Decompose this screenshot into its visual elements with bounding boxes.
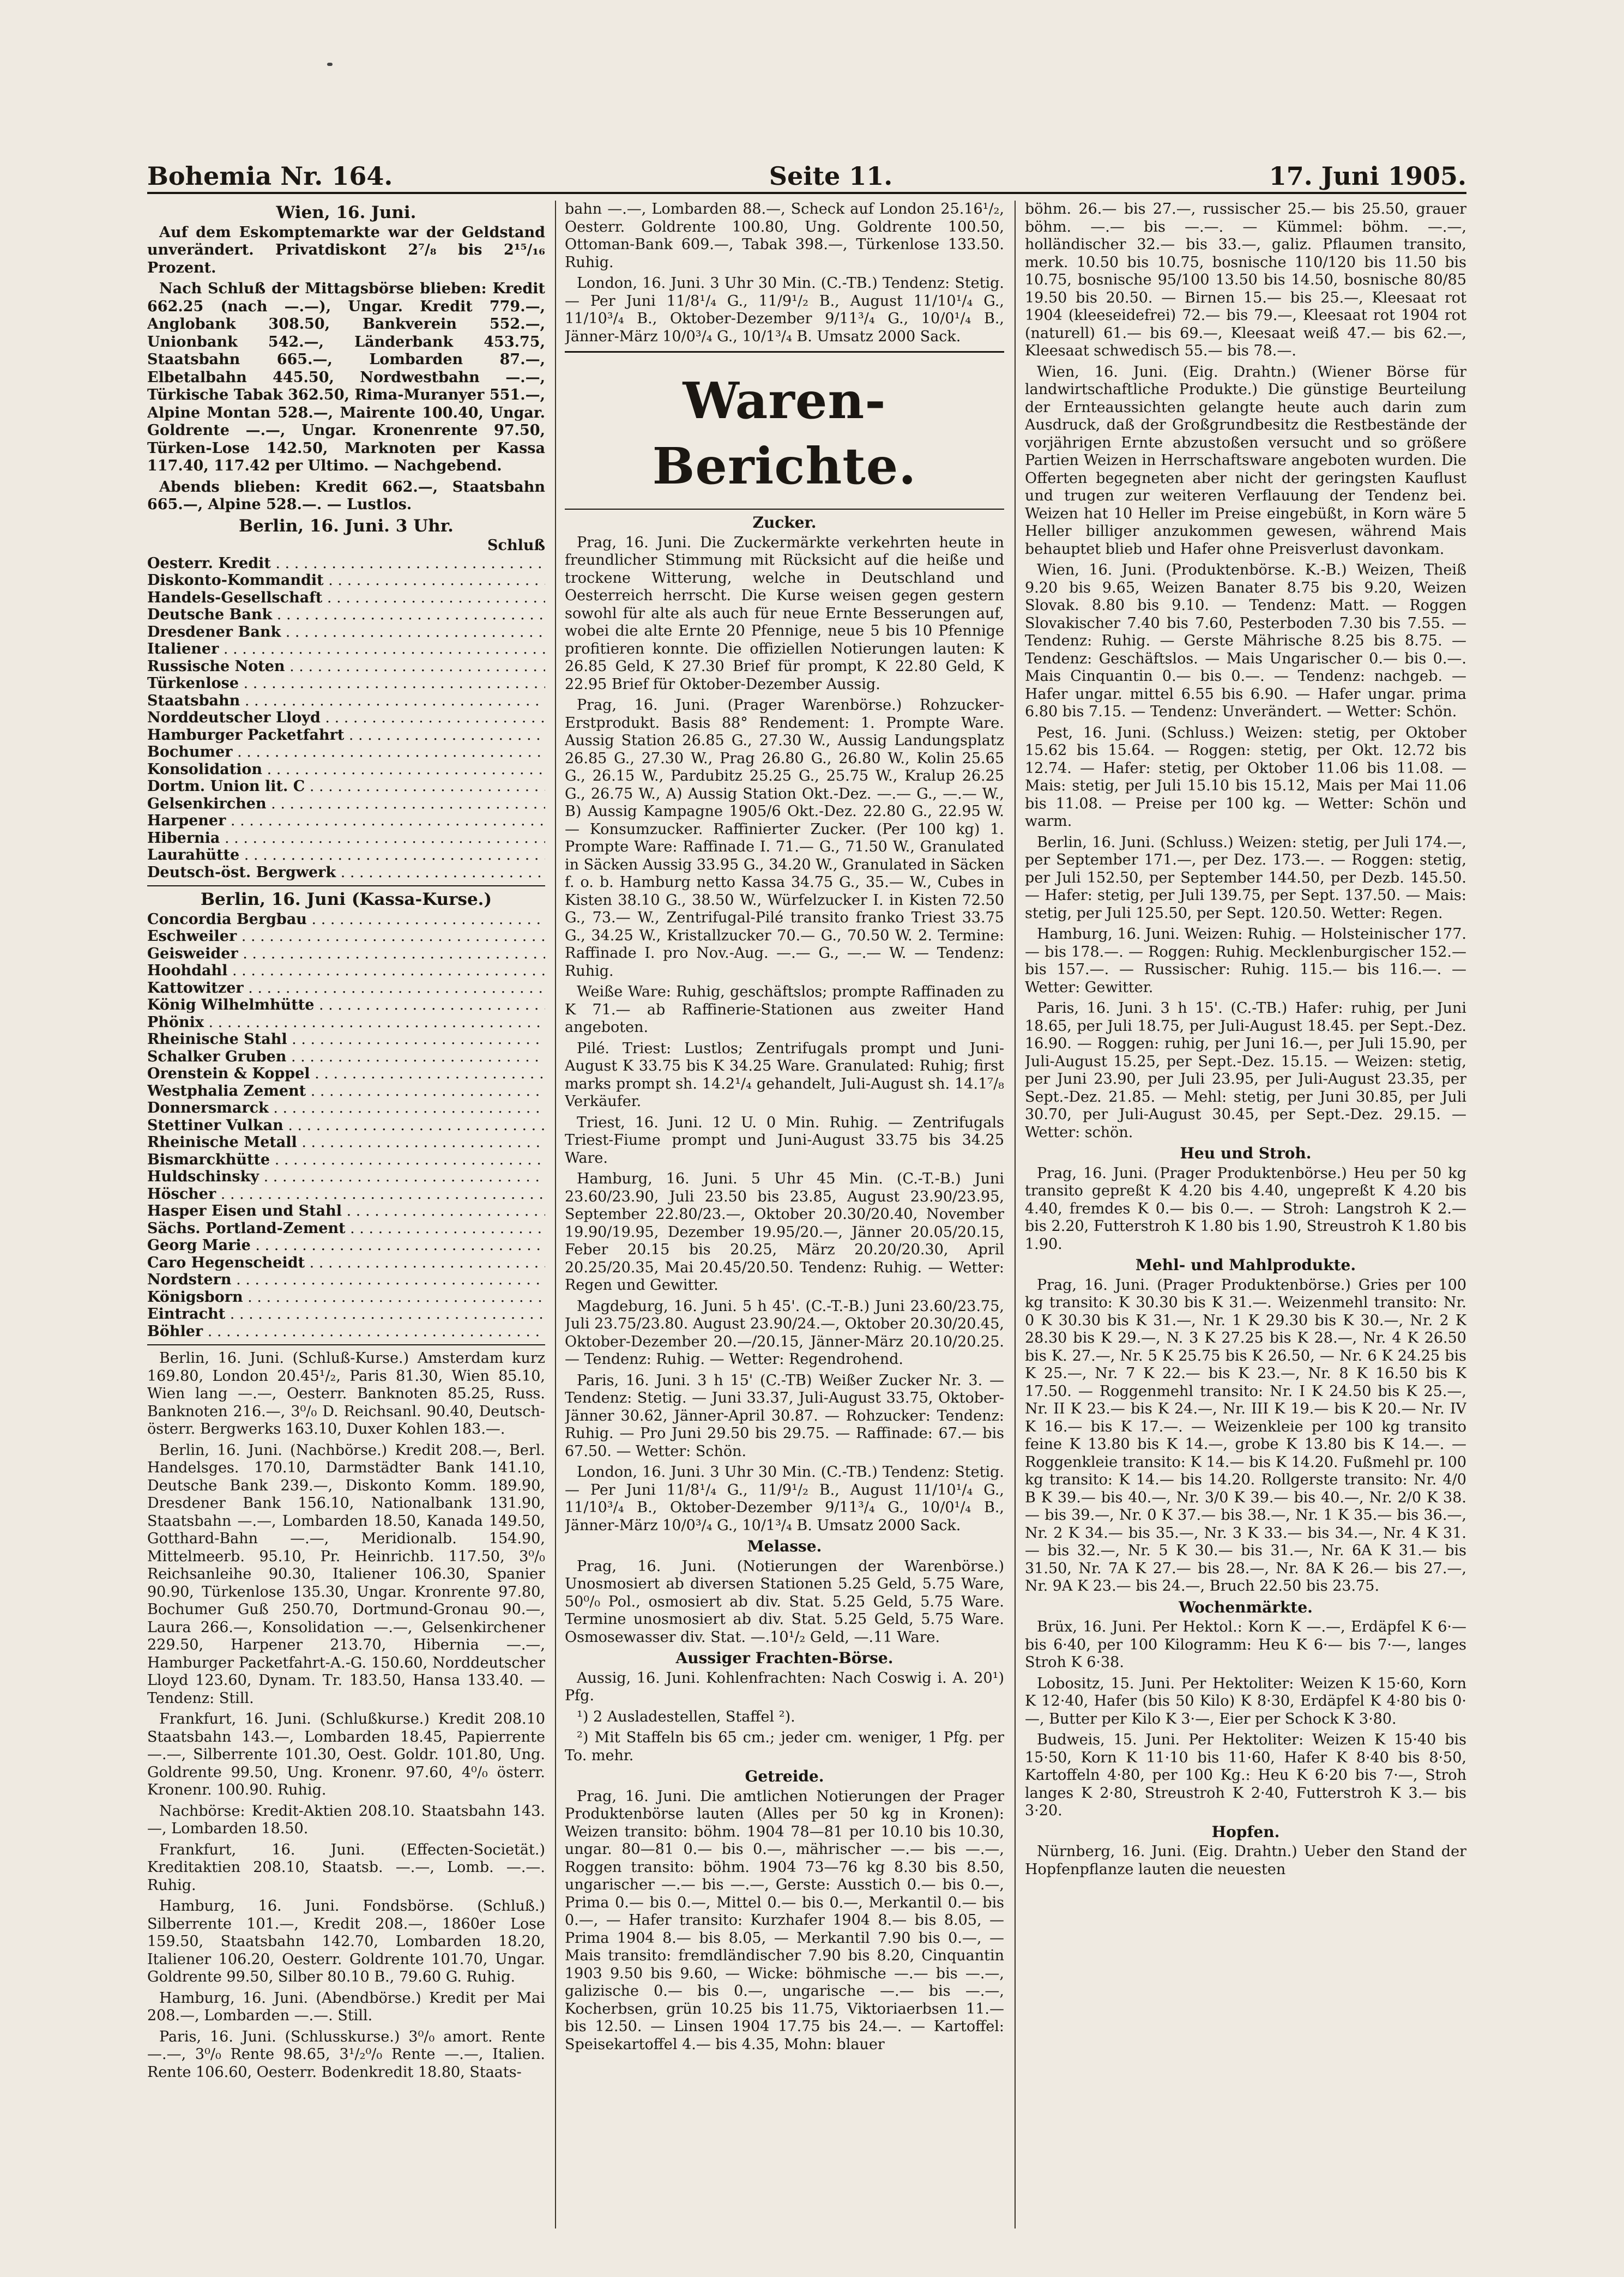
quote-row bbox=[147, 1134, 545, 1151]
header-date: 17. Juni 1905. bbox=[1269, 161, 1466, 191]
quote-row bbox=[147, 1117, 545, 1134]
paragraph-frachten: Aussig, 16. Juni. Kohlenfrachten: Nach Coswig i. A. 20¹) Pfg. bbox=[565, 1669, 1004, 1704]
paragraph-berlin-nachboerse: Berlin, 16. Juni. (Nachbörse.) Kredit 208.—, Berl. Handelsges. 170.10, Darmstädter Bank 141.10, Deutsche Bank 239.—, Diskonto Komm. 189.90, Dresdener Bank 156.10, Nationalbank 131.90, Staatsbahn —.—, Lombarden 18.50, Kanada 149.50, Gotthard-Bahn —.—, Meridionalb. 154.90, Mittelmeerb. 95.10, Pr. Heinrichb. 117.50, 3⁰/₀ Reichsanleihe 90.30, Italiener 106.30, Spanier 90.90, Türkenlose 135.30, Ungar. Kronrente 97.80, Bochumer Guß 250.70, Dortmund-Gronau 90.—, Laura 266.—, Konsolidation —.—, Gelsenkirchener 229.50, Harpener 213.70, Hibernia —.—, Hamburger Packetfahrt-A.-G. 150.60, Norddeutscher Lloyd 123.60, Dynam. Tr. 183.50, Hansa 133.40. — Tendenz: Still. bbox=[147, 1441, 545, 1707]
quote-row bbox=[147, 778, 545, 795]
quote-name: Oesterr. Kredit . . . bbox=[147, 555, 545, 572]
quote-name: Laurahütte . . . bbox=[147, 847, 545, 864]
paragraph-wien-abends: Abends blieben: Kredit 662.—, Staatsbahn 665.—, Alpine 528.—. — Lustlos. bbox=[147, 478, 545, 513]
header-page-number: Seite 11. bbox=[769, 161, 893, 191]
quote-row bbox=[147, 980, 545, 997]
paragraph-paris-schluss: Paris, 16. Juni. (Schlusskurse.) 3⁰/₀ amort. Rente —.—, 3⁰/₀ Rente 98.65, 3¹/₂⁰/₀ Rente —.—, Italien. Rente 106.60, Oesterr. Bodenkredit 18.80, Staats- bbox=[147, 2028, 545, 2081]
quote-row bbox=[147, 1100, 545, 1117]
page-header bbox=[147, 153, 1466, 191]
page-title-waren-berichte: Waren-Berichte. bbox=[652, 371, 917, 496]
paragraph-melasse: Prag, 16. Juni. (Notierungen der Warenbörse.) Unosmosiert ab diversen Stationen 5.25 Geld, 5.75 Ware, 50⁰/₀ Pol., osmosiert ab div. Stat. 5.25 Geld, 5.75 Ware. Termine unosmosiert ab div. Stat. 5.25 Geld, 5.75 Ware. Osmosewasser div. Stat. —.10¹/₂ Geld, —.11 Ware. bbox=[565, 1557, 1004, 1646]
paragraph-berlin-getreide: Berlin, 16. Juni. (Schluss.) Weizen: stetig, per Juli 174.—, per September 171.—, per Dez. 173.—. — Roggen: stetig, per Juli 152.50, per September 144.50, per Dezb. 145.50. — Hafer: stetig, per Juli 139.75, per Sept. 137.50. — Mais: stetig, per Juli 125.50, per Sept. 120.50. Wetter: Regen. bbox=[1025, 834, 1466, 922]
paragraph-paris-zucker: Paris, 16. Juni. 3 h 15' (C.-TB) Weißer Zucker Nr. 3. — Tendenz: Stetig. — Juni 33.37, Juli-August 33.75, Oktober-Jänner 30.62, Jänner-April 30.87. — Rohzucker: Tendenz: Ruhig. — Pro Juni 29.50 bis 29.75. — Raffinade: 67.— bis 67.50. — Wetter: Schön. bbox=[565, 1372, 1004, 1460]
column-right bbox=[1025, 201, 1466, 2239]
section-heading-heu: Heu und Stroh. bbox=[1180, 1144, 1312, 1162]
quote-row bbox=[147, 606, 545, 624]
paragraph-triest: Triest, 16. Juni. 12 U. 0 Min. Ruhig. — Zentrifugals Triest-Fiume prompt und Juni-August 33.75 bis 34.25 Ware. bbox=[565, 1114, 1004, 1167]
quote-name: Diskonto-Kommandit . . . bbox=[147, 572, 545, 589]
quote-row bbox=[147, 864, 545, 881]
quote-name: Donnersmarck . . . bbox=[147, 1100, 545, 1117]
quote-name: Höscher . . . bbox=[147, 1186, 545, 1203]
section-heading-zucker: Zucker. bbox=[752, 514, 817, 531]
quote-row bbox=[147, 555, 545, 572]
quote-row bbox=[147, 1271, 545, 1289]
quote-name: Eintracht . . . bbox=[147, 1306, 545, 1323]
paragraph-pest: Pest, 16. Juni. (Schluss.) Weizen: stetig, per Oktober 15.62 bis 15.64. — Roggen: stetig, per Okt. 12.72 bis 12.74. — Hafer: stetig, per Oktober 11.06 bis 11.08. — Mais: stetig, per Juli 15.10 bis 15.12, Mais per Mai 11.06 bis 11.08. — Preise per 100 kg. — Wetter: Schön und warm. bbox=[1025, 724, 1466, 830]
section-heading-wien: Wien, 16. Juni. bbox=[276, 203, 416, 222]
column-divider-1 bbox=[555, 201, 556, 2228]
footnote-1: ¹) 2 Ausladestellen, Staffel ²). bbox=[577, 1708, 795, 1725]
quote-row bbox=[147, 744, 545, 761]
quote-row bbox=[147, 928, 545, 945]
quote-name: Gelsenkirchen . . . bbox=[147, 795, 545, 813]
paragraph-hopfen: Nürnberg, 16. Juni. (Eig. Drahtn.) Ueber den Stand der Hopfenpflanze lauten die neuesten bbox=[1025, 1843, 1466, 1878]
quote-name: Böhler . . . bbox=[147, 1323, 545, 1340]
ink-speck bbox=[327, 63, 333, 66]
paragraph-getreide: Prag, 16. Juni. Die amtlichen Notierungen der Prager Produktenbörse lauten (Alles per 50 kg in Kronen): Weizen transito: böhm. 1904 78—81 per 10.10 bis 10.30, ungar. 80—81 0.— bis 0.—, mährischer —.— bis —.—, Roggen transito: böhm. 1904 73—76 kg 8.30 bis 8.50, ungarischer —.— bis —.—, Gerste: Ausstich 0.— bis 0.—, Prima 0.— bis 0.—, Mittel 0.— bis 0.—, Merkantil 0.— bis 0.—, — Hafer transito: Kurzhafer 1904 8.— bis 8.05, — Prima 1904 8.— bis 8.05, — Merkantil 7.90 bis 0.—, — Mais transito: fremdländischer 7.90 bis 8.20, Cinquantin 1903 9.50 bis 9.60, — Wicke: böhmische —.— bis —.—, galizische 0.— bis 0.—, ungarische —.— bis —.—, Kocherbsen, grün 10.25 bis 11.75, Viktoriaerbsen 11.— bis 12.50. — Linsen 1904 17.75 bis 24.—. — Kartoffel: Speisekartoffel 4.— bis 4.35, Mohn: blauer bbox=[565, 1787, 1004, 2053]
table-rule bbox=[147, 1344, 545, 1345]
paragraph-hamburg-getreide: Hamburg, 16. Juni. Weizen: Ruhig. — Holsteinischer 177.— bis 178.—. — Roggen: Ruhig. Mecklenburgischer 152.— bis 157.—. — Russischer: Ruhig. 115.— bis 116.—. — Wetter: Gewitter. bbox=[1025, 926, 1466, 996]
quote-name: Staatsbahn . . . bbox=[147, 692, 545, 710]
quote-name: Rheinische Stahl . . . bbox=[147, 1031, 545, 1048]
quote-row bbox=[147, 1186, 545, 1203]
quote-name: Deutsch-öst. Bergwerk . . . bbox=[147, 864, 545, 881]
quote-row bbox=[147, 675, 545, 692]
quote-name: Hamburger Packetfahrt . . . bbox=[147, 727, 545, 744]
quote-row bbox=[147, 761, 545, 778]
quote-name: Norddeutscher Lloyd . . . bbox=[147, 709, 545, 727]
quote-table-berlin bbox=[147, 555, 545, 881]
quote-row bbox=[147, 1168, 545, 1186]
paragraph-heu: Prag, 16. Juni. (Prager Produktenbörse.) Heu per 50 kg transito gepreßt K 4.20 bis 4.40, ungepreßt K 4.20 bis 4.40, fremdes K 0.— bis 0.—. — Stroh: Langstroh K 2.— bis 2.20, Futterstroh K 1.80 bis 1.90, Streustroh K 1.80 bis 1.90. bbox=[1025, 1164, 1466, 1253]
quote-name: Bismarckhütte . . . bbox=[147, 1151, 545, 1169]
table-rule bbox=[147, 885, 545, 886]
header-rule bbox=[147, 192, 1466, 194]
paragraph-wien-produkten: Wien, 16. Juni. (Produktenbörse. K.-B.) Weizen, Theiß 9.20 bis 9.65, Weizen Banater 8.75 bis 9.20, Weizen Slovak. 8.80 bis 9.10. — Tendenz: Matt. — Roggen Slovakischer 7.40 bis 7.60, Pesterboden 7.30 bis 7.55. — Tendenz: Ruhig. — Gerste Mährische 8.25 bis 8.75. — Tendenz: Geschäftslos. — Mais Ungarischer 0.— bis 0.—. Mais Cinquantin 0.— bis 0.—. — Tendenz: nachgeb. — Hafer ungar. mittel 6.55 bis 6.90. — Hafer ungar. prima 6.80 bis 7.15. — Tendenz: Unverändert. — Wetter: Schön. bbox=[1025, 561, 1466, 720]
quote-name: Bochumer . . . bbox=[147, 744, 545, 761]
quote-name: Sächs. Portland-Zement . . . bbox=[147, 1220, 545, 1237]
quote-name: Konsolidation . . . bbox=[147, 761, 545, 778]
paragraph-getreide-continued: böhm. 26.— bis 27.—, russischer 25.— bis 25.50, grauer böhm. —.— bis —.—. — Kümmel: böhm. —.—, holländischer 32.— bis 33.—, galiz. Pflaumen transito, merk. 10.50 bis 10.75, bosnische 110/120 bis 11.50 bis 10.75, bosnische 95/100 13.50 bis 14.50, bosnische 80/85 19.50 bis 20.50. — Birnen 15.— bis 25.—, Kleesaat rot 1904 (kleeseidefrei) 72.— bis 79.—, Kleesaat rot 1904 rot (naturell) 61.— bis 69.—, Kleesaat weiß 47.— bis 62.—, Kleesaat schwedisch 55.— bis 78.—. bbox=[1025, 201, 1466, 359]
quote-row bbox=[147, 589, 545, 607]
quote-name: Huldschinsky . . . bbox=[147, 1168, 545, 1186]
quote-row bbox=[147, 945, 545, 963]
quote-row bbox=[147, 1289, 545, 1306]
quote-row bbox=[147, 1254, 545, 1272]
paragraph-frankfurt-schluss: Frankfurt, 16. Juni. (Schlußkurse.) Kredit 208.10 Staatsbahn 143.—, Lombarden 18.45, Papierrente —.—, Silberrente 101.30, Oest. Goldr. 101.80, Ung. Goldrente 99.50, Ung. Kronenr. 97.60, 4⁰/₀ österr. Kronenr. 100.90. Ruhig. bbox=[147, 1711, 545, 1798]
paragraph-lobositz: Lobositz, 15. Juni. Per Hektoliter: Weizen K 15·60, Korn K 12·40, Hafer (bis 50 Kilo) K 8·30, Erdäpfel K 4·80 bis 0·—, Butter per Kilo K 3·—, Eier per Schock K 3·80. bbox=[1025, 1675, 1466, 1728]
paragraph-magdeburg: Magdeburg, 16. Juni. 5 h 45'. (C.-T.-B.) Juni 23.60/23.75, Juli 23.75/23.80. August 23.90/24.—, Oktober 20.30/20.45, Oktober-Dezember 20.—/20.15, Jänner-März 20.10/20.25. — Tendenz: Ruhig. — Wetter: Regendrohend. bbox=[565, 1297, 1004, 1368]
quote-row bbox=[147, 1151, 545, 1169]
quote-row bbox=[147, 1237, 545, 1254]
paragraph-paris-continued: bahn —.—, Lombarden 88.—, Scheck auf London 25.16¹/₂, Oesterr. Goldrente 100.80, Ung. Goldrente 100.50, Ottoman-Bank 609.—, Tabak 398.—, Türkenlose 133.50. Ruhig. bbox=[565, 201, 1004, 271]
quote-name: Schalker Gruben . . . bbox=[147, 1048, 545, 1066]
section-rule bbox=[565, 509, 1004, 510]
paragraph-wien-eskompte: Auf dem Eskomptemarkte war der Geldstand unverändert. Privatdiskont 2⁷/₈ bis 2¹⁵/₁₆ Prozent. bbox=[147, 224, 545, 276]
paragraph-weisse-ware: Weiße Ware: Ruhig, geschäftslos; prompte Raffinaden zu K 71.— ab Raffinerie-Stationen aus zweiter Hand angeboten. bbox=[565, 983, 1004, 1036]
quote-name: Türkenlose . . . bbox=[147, 675, 545, 692]
paragraph-london-fonds: London, 16. Juni. 3 Uhr 30 Min. (C.-TB.) Tendenz: Stetig. — Per Juni 11/8¹/₄ G., 11/9¹/₂ B., August 11/10¹/₄ G., 11/10³/₄ B., Oktober-Dezember 9/11³/₄ G., 10/0¹/₄ B., Jänner-März 10/0³/₄ G., 10/1³/₄ B. Umsatz 2000 Sack. bbox=[565, 275, 1004, 345]
quote-row bbox=[147, 624, 545, 641]
section-heading-berlin-3uhr: Berlin, 16. Juni. 3 Uhr. bbox=[239, 516, 454, 536]
quote-row bbox=[147, 812, 545, 830]
section-heading-getreide: Getreide. bbox=[745, 1767, 824, 1785]
column-middle bbox=[565, 201, 1004, 2239]
quote-row bbox=[147, 1031, 545, 1048]
paragraph-wien-landwirtschaft: Wien, 16. Juni. (Eig. Drahtn.) (Wiener Börse für landwirtschaftliche Produkte.) Die günstige Beurteilung der Ernteaussichten gelangte heute auch darin zum Ausdruck, daß der Großgrundbesitz die Restbestände der vorjährigen Ernte abzustoßen versucht und so größere Partien Weizen in Herrschaftsware angeboten wurden. Die Offerten begegneten aber nicht der geringsten Kauflust und trugen zur weiteren Verflauung der Tendenz bei. Weizen hat 10 Heller im Preise eingebüßt, in Korn wäre 5 Heller billiger anzukommen gewesen, während Mais behauptet blieb und Hafer ohne Preisverlust davonkam. bbox=[1025, 363, 1466, 558]
paragraph-berlin-schluss: Berlin, 16. Juni. (Schluß-Kurse.) Amsterdam kurz 169.80, London 20.45¹/₂, Paris 81.30, Wien 85.10, Wien lang —.—, Oesterr. Banknoten 85.25, Russ. Banknoten 216.—, 3⁰/₀ D. Reichsanl. 90.40, Deutsch-österr. Bergwerks 163.10, Duxer Kohlen 183.—. bbox=[147, 1350, 545, 1438]
quote-row bbox=[147, 830, 545, 847]
paragraph-hamburg-abend: Hamburg, 16. Juni. (Abendbörse.) Kredit per Mai 208.—, Lombarden —.—. Still. bbox=[147, 1989, 545, 2024]
quote-row bbox=[147, 847, 545, 864]
quote-row bbox=[147, 572, 545, 589]
quote-name: Rheinische Metall . . . bbox=[147, 1134, 545, 1151]
quote-name: Eschweiler . . . bbox=[147, 928, 545, 945]
section-heading-wochenmaerkte: Wochenmärkte. bbox=[1179, 1598, 1313, 1616]
quote-name: Concordia Bergbau . . . bbox=[147, 911, 545, 928]
quote-row bbox=[147, 692, 545, 710]
quote-row bbox=[147, 1083, 545, 1100]
quote-row bbox=[147, 1048, 545, 1066]
quote-row bbox=[147, 911, 545, 928]
quote-name: Hasper Eisen und Stahl . . . bbox=[147, 1203, 545, 1220]
quote-name: Kattowitzer . . . bbox=[147, 980, 545, 997]
paragraph-hamburg-fonds: Hamburg, 16. Juni. Fondsbörse. (Schluß.) Silberrente 101.—, Kredit 208.—, 1860er Lose 159.50, Staatsbahn 142.70, Lombarden 18.20, Italiener 106.20, Oesterr. Goldrente 101.70, Ungar. Goldrente 99.50, Silber 80.10 B., 79.60 G. Ruhig. bbox=[147, 1898, 545, 1985]
paragraph-london-zucker: London, 16. Juni. 3 Uhr 30 Min. (C.-TB.) Tendenz: Stetig. — Per Juni 11/8¹/₄ G., 11/9¹/₂ B., August 11/10¹/₄ G., 11/10³/₄ B., Oktober-Dezember 9/11³/₄ G., 10/0¹/₄ B., Jänner-März 10/0³/₄ G., 10/1³/₄ B. Umsatz 2000 Sack. bbox=[565, 1464, 1004, 1534]
quote-row bbox=[147, 1306, 545, 1323]
quote-row bbox=[147, 709, 545, 727]
paragraph-prag-warenboerse: Prag, 16. Juni. (Prager Warenbörse.) Rohzucker-Erstprodukt. Basis 88° Rendement: 1. Prompte Ware. Aussig Station 26.85 G., 27.30 W., Aussig Landungsplatz 26.85 G., 27.30 W., Prag 26.80 G., 26.80 W., Kolin 25.65 G., 26.15 W., Pardubitz 25.25 G., 25.75 W., Kralup 26.25 G., 26.75 W., A) Aussig Station Okt.-Dez. —.— G., —.— W., B) Aussig Kampagne 1905/6 Okt.-Dez. 22.80 G., 22.95 W. — Konsumzucker. Raffinierter Zucker. (Per 100 kg) 1. Prompte Ware: Raffinade I. 71.— G., 71.50 W., Granulated in Säcken Aussig 33.95 G., 34.20 W., Granulated in Säcken f. o. b. Hamburg netto Kassa 34.75 G., 35.— W., Cubes in Kisten 38.10 G., 38.50 W., Würfelzucker I. in Kisten 72.50 G., 73.— W., Zentrifugal-Pilé transito franko Triest 33.75 G., 34.25 W., Kristallzucker 70.— G., 70.50 W. 2. Termine: Raffinade I. pro Nov.-Aug. —.— G., —.— W. — Tendenz: Ruhig. bbox=[565, 697, 1004, 980]
quote-row bbox=[147, 795, 545, 813]
quote-row bbox=[147, 1220, 545, 1237]
quote-name: Handels-Gesellschaft . . . bbox=[147, 589, 545, 607]
quote-row bbox=[147, 641, 545, 658]
quote-name: Hoohdahl . . . bbox=[147, 962, 545, 980]
paragraph-brux: Brüx, 16. Juni. Per Hektol.: Korn K —.—, Erdäpfel K 6·— bis 6·40, per 100 Kilogramm: Heu K 6·— bis 7·—, langes Stroh K 6·38. bbox=[1025, 1618, 1466, 1671]
quote-name: Georg Marie . . . bbox=[147, 1237, 545, 1254]
quote-name: Königsborn . . . bbox=[147, 1289, 545, 1306]
section-rule bbox=[565, 351, 1004, 353]
quote-name: König Wilhelmhütte . . . bbox=[147, 996, 545, 1014]
quote-name: Phönix . . . bbox=[147, 1014, 545, 1031]
quote-name: Stettiner Vulkan . . . bbox=[147, 1117, 545, 1134]
quote-row bbox=[147, 996, 545, 1014]
quote-name: Dresdener Bank . . . bbox=[147, 624, 545, 641]
section-heading-melasse: Melasse. bbox=[747, 1537, 822, 1555]
quote-name: Italiener . . . bbox=[147, 641, 545, 658]
table-column-header: Schluß bbox=[487, 537, 545, 554]
quote-name: Harpener . . . bbox=[147, 812, 545, 830]
quote-row bbox=[147, 658, 545, 675]
quote-row bbox=[147, 727, 545, 744]
quote-row bbox=[147, 1014, 545, 1031]
quote-name: Geisweider . . . bbox=[147, 945, 545, 963]
paragraph-pile: Pilé. Triest: Lustlos; Zentrifugals prompt und Juni-August K 33.75 bis K 34.25 Ware. Granulated: Ruhig; first marks prompt sh. 14.2¹/₄ gehandelt, Juli-August sh. 14.1⁷/₈ Verkäufer. bbox=[565, 1040, 1004, 1110]
section-heading-frachten: Aussiger Frachten-Börse. bbox=[675, 1649, 893, 1667]
quote-name: Dortm. Union lit. C . . . bbox=[147, 778, 545, 795]
column-left bbox=[147, 201, 545, 2239]
quote-row bbox=[147, 962, 545, 980]
paragraph-budweis: Budweis, 15. Juni. Per Hektoliter: Weizen K 15·40 bis 15·50, Korn K 11·10 bis 11·60, Hafer K 8·40 bis 8·50, Kartoffeln 4·80, per 100 Kg.: Heu K 6·20 bis 7·—, Stroh langes K 2·80, Streustroh K 2·40, Futterstroh K 3.— bis 3·20. bbox=[1025, 1731, 1466, 1819]
paragraph-paris-getreide: Paris, 16. Juni. 3 h 15'. (C.-TB.) Hafer: ruhig, per Juni 18.65, per Juli 18.75, per Juli-August 18.45. per Sept.-Dez. 16.90. — Roggen: ruhig, per Juni 16.—, per Juli 15.90, per Juli-August 15.25, per Sept.-Dez. 15.15. — Weizen: stetig, per Juni 23.90, per Juli 23.95, per Juli-August 23.35, per Sept.-Dez. 21.85. — Mehl: stetig, per Juni 30.85, per Juli 30.70, per Juli-August 30.45, per Sept.-Dez. 29.15. — Wetter: schön. bbox=[1025, 1000, 1466, 1141]
quote-name: Hibernia . . . bbox=[147, 830, 545, 847]
paragraph-mehl: Prag, 16. Juni. (Prager Produktenbörse.) Gries per 100 kg transito: K 30.30 bis K 31.—. Weizenmehl transito: Nr. 0 K 30.30 bis K 31.—, Nr. 1 K 29.30 bis K 30.—, Nr. 2 K 28.30 bis K 29.—, N. 3 K 27.25 bis K 28.—, Nr. 4 K 26.50 bis K. 27.—, Nr. 5 K 25.75 bis K 26.50, — Nr. 6 K 24.25 bis K 25.—, Nr. 7 K 22.— bis K 23.—, Nr. 8 K 16.50 bis K 17.50. — Roggenmehl transito: Nr. I K 24.50 bis K 25.—, Nr. II K 23.— bis K 24.—, Nr. III K 19.— bis K 20.— Nr. IV K 16.— bis K 17.—. — Weizenkleie per 100 kg transito feine K 13.80 bis K 14.—, grobe K 13.80 bis K 14.—. — Roggenkleie transito: K 14.— bis K 14.20. Fußmehl pr. 100 kg transito: K 14.— bis 14.20. Rollgerste transito: Nr. 4/0 B K 39.— bis 40.—, Nr. 3/0 K 39.— bis 40.—, Nr. 2/0 K 38.— bis 39.—, Nr. 0 K 37.— bis 38.—, Nr. 1 K 35.— bis 36.—, Nr. 2 K 34.— bis 35.—, Nr. 3 K 33.— bis 34.—, Nr. 4 K 31.— bis 32.—, Nr. 5 K 30.— bis 31.—, Nr. 6A K 31.— bis 31.50, Nr. 7A K 27.— bis 28.—, Nr. 8A K 26.— bis 27.—, Nr. 9A K 23.— bis 24.—, Bruch 22.50 bis 23.75. bbox=[1025, 1276, 1466, 1594]
footnote-2: ²) Mit Staffeln bis 65 cm.; jeder cm. weniger, 1 Pfg. per To. mehr. bbox=[565, 1729, 1004, 1764]
quote-name: Deutsche Bank . . . bbox=[147, 606, 545, 624]
section-heading-hopfen: Hopfen. bbox=[1211, 1822, 1280, 1841]
quote-name: Caro Hegenscheidt . . . bbox=[147, 1254, 545, 1272]
quote-name: Orenstein & Koppel . . . bbox=[147, 1065, 545, 1083]
section-heading-mehl: Mehl- und Mahlprodukte. bbox=[1135, 1256, 1356, 1274]
quote-name: Nordstern . . . bbox=[147, 1271, 545, 1289]
paragraph-frankfurt-nachboerse: Nachbörse: Kredit-Aktien 208.10. Staatsbahn 143.—, Lombarden 18.50. bbox=[147, 1802, 545, 1837]
column-divider-2 bbox=[1015, 201, 1016, 2228]
header-paper-issue: Bohemia Nr. 164. bbox=[147, 161, 393, 191]
paragraph-hamburg-zucker: Hamburg, 16. Juni. 5 Uhr 45 Min. (C.-T.-B.) Juni 23.60/23.90, Juli 23.50 bis 23.85, August 23.90/23.95, September 22.80/23.—, Oktober 20.30/20.40, November 19.90/19.95, Dezember 19.95/20.—, Jänner 20.05/20.15, Feber 20.15 bis 20.25, März 20.20/20.30, April 20.25/20.35, Mai 20.45/20.50. Tendenz: Ruhig. — Wetter: Regen und Gewitter. bbox=[565, 1170, 1004, 1294]
paragraph-wien-mittagsboerse: Nach Schluß der Mittagsbörse blieben: Kredit 662.25 (nach —.—), Ungar. Kredit 779.—, Anglobank 308.50, Bankverein 552.—, Unionbank 542.—, Länderbank 453.75, Staatsbahn 665.—, Lombarden 87.—, Elbetalbahn 445.50, Nordwestbahn —.—, Türkische Tabak 362.50, Rima-Muranyer 551.—, Alpine Montan 528.—, Mairente 100.40, Ungar. Goldrente —.—, Ungar. Kronenrente 97.50, Türken-Lose 142.50, Marknoten per Kassa 117.40, 117.42 per Ultimo. — Nachgebend. bbox=[147, 280, 545, 474]
quote-table-kassa bbox=[147, 911, 545, 1340]
paragraph-frankfurt-effecten: Frankfurt, 16. Juni. (Effecten-Societät.) Kreditaktien 208.10, Staatsb. —.—, Lomb. —.—. Ruhig. bbox=[147, 1841, 545, 1894]
paragraph-prag-zucker: Prag, 16. Juni. Die Zuckermärkte verkehrten heute in freundlicher Stimmung mit Rücksicht auf die heiße und trockene Witterung, welche in Deutschland und Oesterreich herrscht. Die Kurse weisen gegen gestern sowohl für alte als auch für neue Ernte Besserungen auf, wobei die alte Ernte 20 Pfennige, neue 5 bis 10 Pfennige profitieren konnte. Die offiziellen Notierungen lauten: K 26.85 Geld, K 27.30 Brief für prompt, K 22.80 Geld, K 22.95 Brief für Oktober-Dezember Aussig. bbox=[565, 534, 1004, 693]
section-heading-berlin-kassa: Berlin, 16. Juni (Kassa-Kurse.) bbox=[200, 890, 492, 909]
quote-name: Westphalia Zement . . . bbox=[147, 1083, 545, 1100]
quote-row bbox=[147, 1203, 545, 1220]
quote-name: Russische Noten . . . bbox=[147, 658, 545, 675]
quote-row bbox=[147, 1065, 545, 1083]
quote-row bbox=[147, 1323, 545, 1340]
